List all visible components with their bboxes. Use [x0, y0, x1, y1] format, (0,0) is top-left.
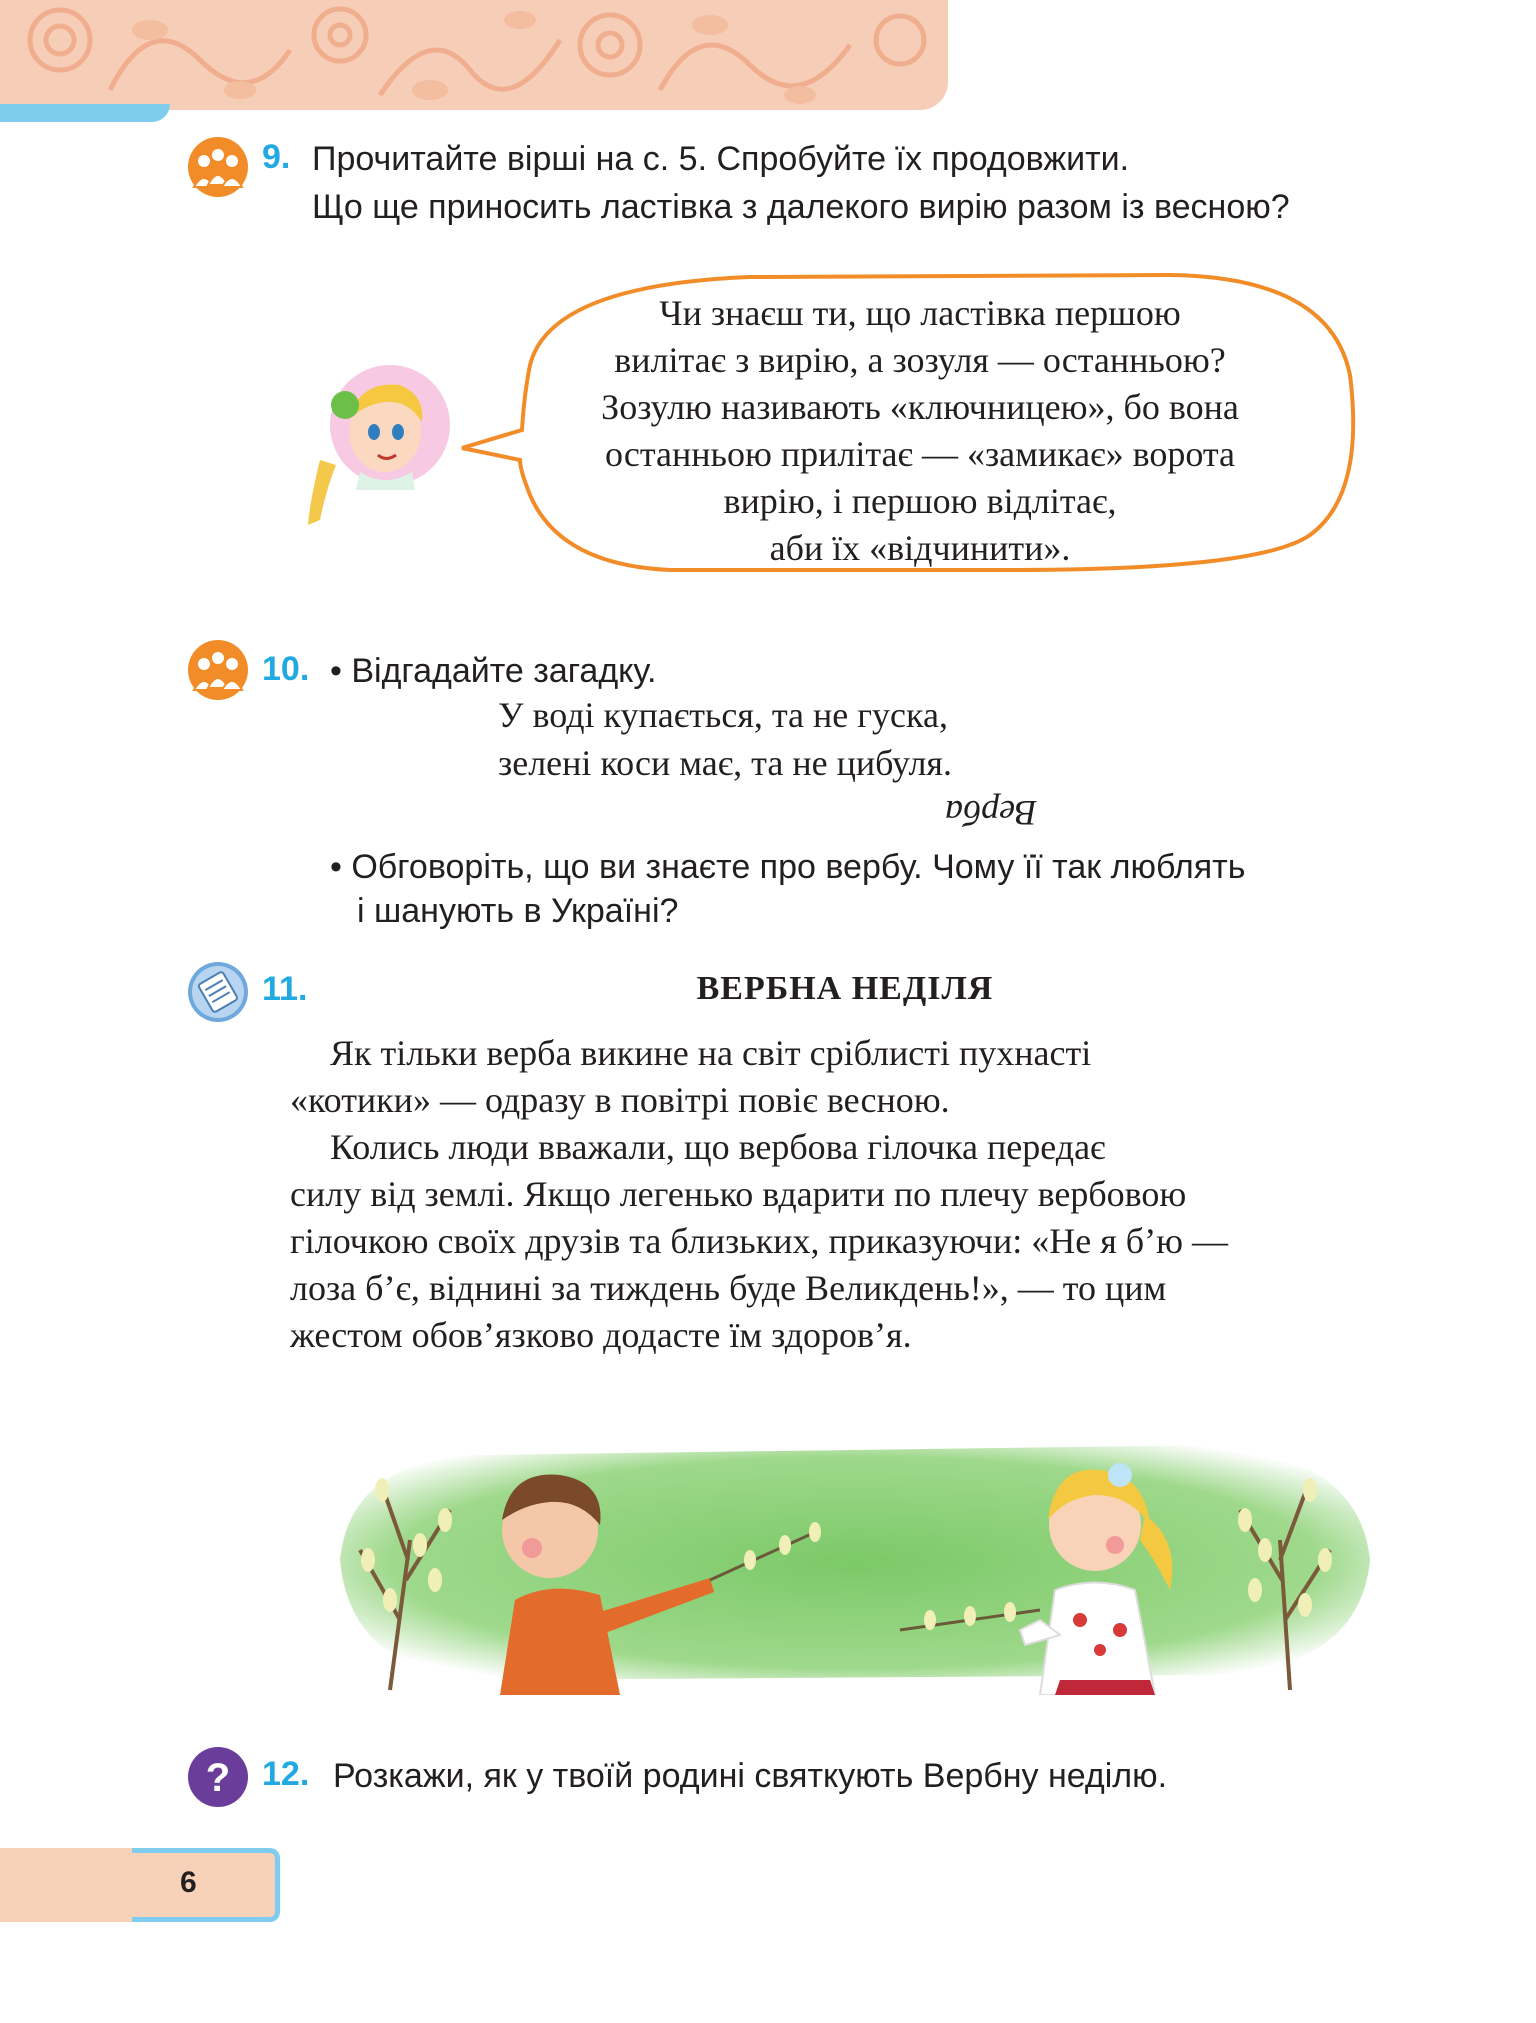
girl-avatar — [290, 360, 460, 530]
page-number-tab — [132, 1848, 280, 1922]
bubble-line: Зозулю називають «ключницею», бо вона — [601, 387, 1239, 427]
task-bullet: • Відгадайте загадку. — [330, 652, 657, 690]
task-text: Прочитайте вірші на с. 5. Спробуйте їх продовжити. — [312, 140, 1130, 178]
page-number: 6 — [180, 1866, 197, 1899]
header-ornament — [0, 0, 948, 110]
bubble-line: Чи знаєш ти, що ластівка першою — [659, 293, 1181, 333]
task-bullet-continued: і шанують в Україні? — [357, 892, 679, 930]
task-number: 9. — [262, 138, 291, 176]
bubble-line: останньою прилітає — «замикає» ворота — [604, 434, 1236, 474]
riddle-line: зелені коси має, та не цибуля. — [498, 743, 952, 783]
notebook-icon — [186, 960, 250, 1024]
folk-ornament-pattern — [0, 0, 948, 110]
task-bullet: • Обговоріть, що ви знаєте про вербу. Чому її так люблять — [330, 848, 1246, 886]
task-text: Розкажи, як у твоїй родині святкують Вербну неділю. — [333, 1757, 1168, 1795]
paragraph-line: «котики» — одразу в повітрі повіє весною. — [290, 1080, 950, 1120]
task-number: 10. — [262, 650, 310, 688]
reading-title: ВЕРБНА НЕДІЛЯ — [696, 970, 994, 1007]
page-number-tab-fill — [0, 1848, 135, 1922]
reading-paragraph — [290, 1030, 1410, 1124]
paragraph-line: силу від землі. Якщо легенько вдарити по плечу вербовою — [290, 1174, 1187, 1214]
bubble-text — [540, 290, 1300, 572]
bubble-line: вирію, і першою відлітає, — [723, 481, 1117, 521]
riddle-line: У воді купається, та не гуска, — [498, 695, 948, 735]
willow-children-illustration — [320, 1420, 1380, 1695]
paragraph-line: жестом обов’язково додасте їм здоров’я. — [290, 1315, 912, 1355]
group-discussion-icon — [186, 135, 250, 199]
task-text: Що ще приносить ластівка з далекого вирію разом із весною? — [312, 188, 1290, 226]
header-accent-bar — [0, 104, 170, 122]
task-number: 11. — [262, 970, 308, 1008]
riddle-answer-upside-down: Верба — [945, 793, 1038, 833]
task-number: 12. — [262, 1755, 310, 1793]
paragraph-line: гілочкою своїх друзів та близьких, приказуючи: «Не я б’ю — — [290, 1221, 1229, 1261]
question-icon — [186, 1745, 250, 1809]
paragraph-line: Колись люди вважали, що вербова гілочка передає — [330, 1127, 1106, 1167]
paragraph-line: лоза б’є, віднині за тиждень буде Великдень!», — то цим — [290, 1268, 1167, 1308]
bubble-line: аби їх «відчинити». — [769, 528, 1071, 568]
bubble-line: вилітає з вирію, а зозуля — останньою? — [614, 340, 1226, 380]
group-discussion-icon — [186, 638, 250, 702]
question-glyph: ? — [205, 1756, 231, 1800]
reading-paragraph — [290, 1124, 1410, 1359]
paragraph-line: Як тільки верба викине на світ сріблисті пухнасті — [330, 1033, 1092, 1073]
